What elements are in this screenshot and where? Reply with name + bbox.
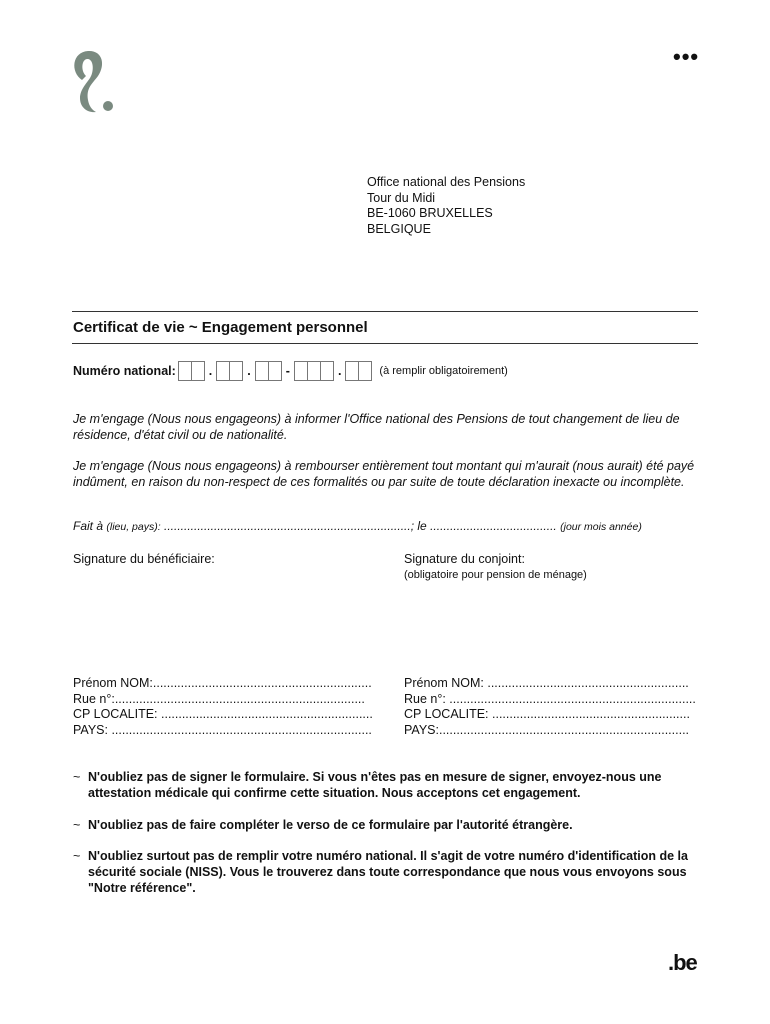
nn-digit-box[interactable]	[345, 361, 358, 381]
beneficiary-locality-field[interactable]: CP LOCALITE: .............................................................	[73, 707, 373, 721]
commitment-paragraph: Je m'engage (Nous nous engageons) à informer l'Office national des Pensions de tout changement de lieu de résidence, d'état civil ou de nationalité.	[73, 412, 680, 442]
note-item	[73, 817, 703, 833]
national-number-label: Numéro national:	[73, 364, 176, 378]
nn-digit-box[interactable]	[178, 361, 191, 381]
fait-sep: ; le	[410, 519, 427, 533]
note-text: N'oubliez pas de signer le formulaire. Si vous n'êtes pas en mesure de signer, envoyez-nous une attestation médicale qui confirme cette situation. Nous acceptons cet engagement.	[88, 770, 662, 800]
nn-digit-box[interactable]	[191, 361, 205, 381]
nn-digit-box[interactable]	[307, 361, 320, 381]
nn-separator: .	[247, 364, 251, 378]
beneficiary-identity-block	[73, 676, 373, 738]
nn-digit-box[interactable]	[229, 361, 243, 381]
nn-group-3[interactable]	[255, 361, 282, 381]
nn-group-4[interactable]	[294, 361, 334, 381]
date-field[interactable]: ......................................	[430, 519, 557, 533]
spouse-signature-note: (obligatoire pour pension de ménage)	[404, 569, 587, 581]
address-line: Office national des Pensions	[367, 175, 526, 189]
spouse-name-field[interactable]: Prénom NOM: ..........................................................	[404, 676, 689, 690]
note-item	[73, 769, 703, 801]
onp-logo-icon	[68, 48, 128, 114]
tilde-bullet: ~	[73, 818, 81, 832]
tilde-bullet: ~	[73, 849, 81, 863]
spouse-country-field[interactable]: PAYS:........................................................................	[404, 722, 690, 737]
nn-digit-box[interactable]	[294, 361, 307, 381]
nn-digit-box[interactable]	[358, 361, 372, 381]
note-text: N'oubliez surtout pas de remplir votre numéro national. Il s'agit de votre numéro d'identification de la sécurité sociale (NISS). Vous le trouverez dans toute correspondance que nous vous envoyons sous "Notre référence".	[88, 849, 688, 895]
spouse-signature-label: Signature du conjoint:	[404, 552, 525, 566]
nn-digit-box[interactable]	[255, 361, 268, 381]
nn-group-2[interactable]	[216, 361, 243, 381]
fait-label: Fait à	[73, 519, 104, 533]
address-line: BELGIQUE	[367, 221, 431, 236]
nn-digit-box[interactable]	[268, 361, 282, 381]
place-date-line	[73, 519, 703, 533]
spouse-street-field[interactable]: Rue n°: .......................................................................	[404, 691, 696, 706]
beneficiary-street-field[interactable]: Rue n°:........................................................................	[73, 691, 365, 706]
beneficiary-signature-label: Signature du bénéficiaire:	[73, 552, 215, 566]
beneficiary-country-field[interactable]: PAYS: ...........................................................................	[73, 722, 372, 737]
nn-separator: -	[285, 364, 290, 378]
place-field[interactable]: ..........................................................................	[163, 519, 411, 533]
note-text: N'oubliez pas de faire compléter le verso de ce formulaire par l'autorité étrangère.	[88, 818, 573, 832]
nn-group-5[interactable]	[345, 361, 372, 381]
beneficiary-name-field[interactable]: Prénom NOM:...............................................................	[73, 676, 372, 690]
national-number-row	[73, 360, 508, 382]
ellipsis-icon[interactable]: •••	[673, 44, 700, 69]
national-number-note: (à remplir obligatoirement)	[379, 365, 508, 377]
divider	[72, 311, 698, 312]
fait-hint: (lieu, pays):	[106, 521, 161, 533]
page-title: Certificat de vie ~ Engagement personnel	[73, 319, 368, 336]
spouse-locality-field[interactable]: CP LOCALITE: .........................................................	[404, 707, 690, 721]
refund-paragraph: Je m'engage (Nous nous engageons) à rembourser entièrement tout montant qui m'aurait (nous aurait) été payé indûment, en raison du non-respect de ces formalités ou par suite de toute déclaration inexacte ou incomplète.	[73, 459, 695, 489]
nn-digit-box[interactable]	[216, 361, 229, 381]
be-logo: .be	[668, 950, 697, 975]
note-item	[73, 848, 703, 896]
recipient-address	[367, 175, 525, 237]
nn-group-1[interactable]	[178, 361, 205, 381]
nn-separator: .	[208, 364, 213, 378]
address-line: BE-1060 BRUXELLES	[367, 206, 493, 220]
spouse-identity-block	[404, 676, 696, 738]
tilde-bullet: ~	[73, 770, 81, 784]
nn-separator: .	[337, 364, 342, 378]
date-hint: (jour mois année)	[560, 521, 642, 533]
divider	[72, 343, 698, 344]
address-line: Tour du Midi	[367, 190, 436, 205]
nn-digit-box[interactable]	[320, 361, 334, 381]
